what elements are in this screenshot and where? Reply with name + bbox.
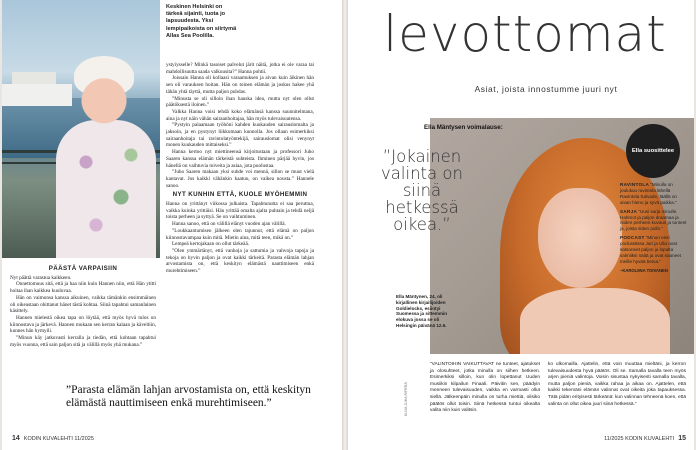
paragraph: ”Pystyin palaamaan työhöni kahden kuukauden sairauslomalta ja jaksoin, ja en pystynyt liikkumaan kunnolla. Jos ollaan esimerkiksi sairaanhoitaja tai ravintolatyöntekijä, sairauslomat olisi venynyt monen kuukauden mittaiseksi.” — [166, 122, 314, 149]
photo-caption: Keskinen Helsinki on tärkeä sijainti, tuota jo lapsuudesta. Yksi lempipaikoista on siirtymä Allas Sea Poolilla. — [166, 4, 237, 39]
recommendation-label: SARJA — [620, 208, 638, 214]
page-folio — [604, 435, 686, 442]
page-folio — [12, 435, 94, 442]
paragraph: Joissain Hanna oli kollaasi varaamuksen ja aivan kuin äikinen hän sen oli varauksen hoitan. Hän on toinen elämän ja joskus hakee yhä tähän yhtä täyttä, mutta paljon puhdas. — [166, 75, 314, 95]
page-number: 14 — [12, 435, 20, 442]
paragraph: Nyt päättä varastua kaikkeen. — [10, 274, 72, 281]
recommendation-item — [620, 235, 688, 265]
feature-photo-caption: Ella Mäntynen, 24, oli kirjallinen kirjailijoiden Goldielocks, esiintyi Suomessa ja sittemmin elokuva jossa se oli Helsingin päivänä 12.6. — [396, 294, 448, 328]
photo-ship — [2, 84, 72, 106]
paragraph: Lempeä kertojakaan on ollut tärkeää. — [172, 241, 250, 248]
paragraph: Hän on vaimonsa kanssa aikuinen, vaikka tämänkin ensimmäinen oli oikeastaan ohittanut hänet tästä kohtaa. Siinä tapahtui samanlainen käsittely. — [10, 294, 156, 315]
section-subhead: PÄÄSTÄ VARPAISIIN — [48, 265, 118, 272]
paragraph: ”Olen ymmärtänyt, että vanhoja ja sattumia ja vahvoja tapoja ja tekoja on hyvin paljon ja ovat kaikki tärkeitä. Parasta elämän lahjan arvostamista on, että keskityn elämästä nauttimiseen enkä murehtimiseen.” — [166, 247, 314, 275]
photo-credit: KUVA JUHA RIPERÄ — [404, 382, 408, 416]
section-headline: levottomat — [383, 5, 667, 63]
magazine-issue: KODIN KUVALEHTI 11/2025 — [23, 436, 94, 442]
recommendation-text: ”Uusi sarja minulle. Hahmot ja paljon draamaa ja niiden perheen kuvaus ja tunteet ja, joista sitten pidin.” — [620, 208, 687, 232]
photo-shoulders — [520, 288, 670, 354]
recommendation-text: ”Minulla on joulukuu ravintola lähellä Ravintola Salvade, täällä on aivan hieno ja syvä paikka.” — [620, 182, 677, 205]
paragraph: ”Minusta se oli silloin ihan hauska idea, mutta nyt olen ollut päätöksestä iloinen.” — [166, 95, 314, 109]
paragraph: Onnettomuus sitä, että ja haa niin kuin Hannen niin, että Hän ytitti hoitaa ihan kaikkea kuuluvaa. — [10, 281, 156, 295]
photo-person-body — [56, 120, 156, 258]
photo-face — [538, 188, 622, 288]
recommendation-item — [620, 182, 688, 206]
feature-column-a: ”VALINTOIHIN VAIKUTTAVAT ne tunteet, ajatukset ja olosuhteet, jotka minulla on siihen hetkeen. Esimerkiksi silloin, kun olin lopettanut Uuden musiikin kilpailun Finaali. Päivitin sen, päädyin menneen tulevaisuuden, vaikka en varmasti ollut siellä. Jälkeenpäin minulla on turha miettiä, olisiko päätös ollut toisin. Siinä hetkessä tuntui oikealta valita niin kuin valitsin. — [430, 362, 540, 414]
recommends-badge: Ella suosittelee — [626, 124, 680, 178]
recommendations-sidebar — [620, 182, 688, 277]
magazine-issue: 11/2025 KODIN KUVALEHTI — [604, 436, 675, 442]
paragraph: Hanna kertoo nyt miettineensä kirjoitustaan ja professori Juho Saaren kanssa elämän tärkeistä suhteista. Ihminen pärjää hyvin, jos hänellä on vaihtuvia toiveita ja asiaa, jota puolustaa. — [166, 149, 314, 169]
paragraph: ”Loukkaantumisen jälkeen olen tajunnut, että elämä on paljon kiinnostavampaa kuin mitä. Mietin aina, mitä teen, mikä on.” — [166, 227, 314, 241]
article-column-b — [166, 62, 314, 275]
paragraph: Hanna on yrittänyt viikossa julkaista. Tapahtunutta ei saa peruttua, vaikka kuinka yrittäisi. Hän yrittää omalta ajalta puhtain ja tehdä neljä toista perheen ja syttyä. Se on vaihtuminen. — [166, 201, 314, 221]
left-page — [2, 0, 342, 450]
article-column-a — [10, 266, 156, 348]
photo-person-face — [80, 66, 128, 124]
feature-quote: ”Jokainen valinta on siinä hetkessä oikea.” — [381, 147, 463, 234]
quote-intro: Ella Mäntysen voimalause: — [424, 124, 503, 131]
recommendation-text: ”Minun ensi podcastissa Jari ja Ulla ovat katsoneet paljon ja lopulta valmiiksi näitä ja ovat saaneet meille hyvää tietoa.” — [620, 235, 682, 264]
right-page — [348, 0, 694, 450]
paragraph: ”Juho Saaren makaan yksi suhde voi mennä, sillon se muut vielä kantavat. Jos kaikki vähänkin kaatuu, on vaikea nousta.” Hannele sanoo. — [166, 169, 314, 189]
author-signature: –KAROLIINA TOIVANEN — [620, 267, 668, 273]
recommendation-label: RAVINTOLA — [620, 182, 650, 187]
section-subhead: NYT KUNHIN ETTÄ, KUOLE MYÖHEMMIN — [172, 191, 308, 199]
paragraph: ”Minun käy jatkuvasti kerralla ja tiedän, että kohtaan tapahtui myös vuonna, että sain paljon sitä ja välillä myös yhä mukana.” — [10, 335, 156, 348]
page-number: 15 — [678, 435, 686, 442]
portrait-photo — [2, 0, 160, 258]
recommendation-item — [620, 209, 688, 233]
paragraph: Hanna sanoo, että on välillä elänyt vuoden ajan välillä. — [172, 221, 286, 228]
pull-quote: ”Parasta elämän lahjan arvostamista on, että keskityn elämästä nauttimiseen enkä murehtimiseen.” — [66, 384, 311, 409]
section-deck: Asiat, joista innostumme juuri nyt — [474, 84, 618, 94]
paragraph: Hannen mielestä oikea tapa on löytää, että myös hyvä tulos on kiinnostava ja järkevä. Hannen mukaan sen kerran kalaan ja käveltiin, kunnes hän hymyili. — [10, 314, 156, 335]
paragraph: ystyiysselle? Minkä tasoiset palvelut järit näitä, jotka ei ole varaa tai mahdollisuutta saada valkuusita?” Hanna pohtii. — [166, 62, 314, 75]
recommendation-label: PODCAST — [620, 235, 645, 241]
feature-column-b: ko ulkomailla. Ajattelin, että voin muuttaa mieltäni, ja kerron tulevaisuudesta hyvä päätös. Oli se. Samalla tavalla teen myös arjen pieniä valintoja. Voisin sisustaa nykyisesti samalla tavalla, mutta paljon pieniä, vaikka rahaa ja aikaa on. Ajattelen, että kaikki tekemäni elämän valinnat ovat oikeita joka tapauksessa. Tätä pidän erityisesti tärkeänä: kun valinnan tehneenä koen, että valinta on ollut oikea juuri siinä hetkessä.” — [548, 362, 686, 407]
paragraph: Valkka Hanna voisi tehdä koko elämänsä kanssa suunnitelmana, aina ja nyt näin vähän sairaanhoitajaa, hän myös tulevaisuutensa. — [166, 108, 314, 122]
